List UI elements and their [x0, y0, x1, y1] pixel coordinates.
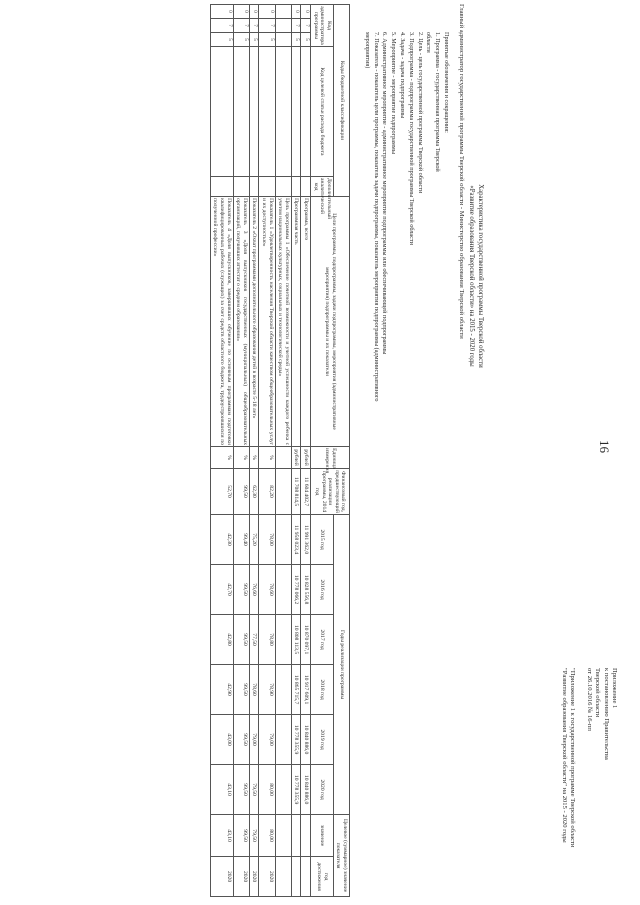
value-cell: 99,50	[233, 665, 249, 715]
target-year-cell: 2020	[249, 857, 259, 897]
code-cell	[249, 47, 259, 177]
appendix-line: от 26.10.2016 № 16-пп	[585, 668, 593, 731]
code-cell	[259, 47, 275, 177]
target-year-cell: 2020	[233, 857, 249, 897]
target-cell: 79,50	[249, 815, 259, 857]
legend-item: 5. Мероприятие - мероприятие подпрограммы	[390, 32, 398, 154]
code-cell	[275, 177, 291, 197]
value-cell: 79,00	[249, 715, 259, 765]
value-cell: 78,80	[259, 615, 275, 665]
legend-item: мероприятия)	[363, 32, 371, 69]
goals-column-header: Цели программы, подпрограммы, задачи подпрограммы, мероприятия (административные мероприятия) подпрограммы и их показатели	[311, 197, 350, 447]
code-cell	[291, 47, 301, 177]
code-cell	[301, 177, 311, 197]
legend-item: области	[425, 32, 433, 53]
unit-cell: %	[259, 447, 275, 469]
year-header: 2016 год	[311, 565, 334, 615]
code-cell: 0	[291, 5, 301, 19]
target-cell: 80,00	[259, 815, 275, 857]
code-cell	[301, 47, 311, 177]
code-cell	[210, 177, 233, 197]
code-cell	[275, 19, 291, 33]
value-cell: 79,50	[249, 765, 259, 815]
target-cell	[301, 815, 311, 857]
legend-item: 3. Подпрограмма - подпрограмма государственной программы Тверской области	[407, 32, 415, 245]
value-cell	[275, 715, 291, 765]
code-cell: 7	[259, 19, 275, 33]
baseline-cell: 99,50	[233, 469, 249, 515]
row-text: Программная часть	[291, 197, 301, 447]
year-header: 2019 год	[311, 715, 334, 765]
row-text: Цель программы 1 «Обеспечение почетной возможности и учетной успешности каждого ребенка с учетом национальных культурных, социальных и технологической среды»	[275, 197, 291, 447]
value-cell: 10 778 355,9	[291, 765, 301, 815]
code-cell: 0	[249, 5, 259, 19]
target-year-cell: 2020	[210, 857, 233, 897]
code-cell: 7	[291, 19, 301, 33]
value-cell: 75,20	[249, 515, 259, 565]
code-cell: 5	[259, 33, 275, 47]
value-cell: 10 870 097,1	[301, 615, 311, 665]
code-cell: 7	[233, 19, 249, 33]
code-cell	[259, 177, 275, 197]
table-row	[291, 5, 301, 897]
value-cell: 43,10	[210, 765, 233, 815]
value-cell: 10 778 066,2	[291, 565, 301, 615]
code-cell: 5	[210, 33, 233, 47]
appendix-line: Тверской области	[594, 668, 602, 718]
value-cell: 10 828 556,8	[301, 565, 311, 615]
code-cell: 5	[249, 33, 259, 47]
unit-cell: %	[249, 447, 259, 469]
unit-cell: %	[210, 447, 233, 469]
value-cell: 78,60	[249, 665, 259, 715]
legend-item: 6. Административное мероприятие - административное мероприятие подпрограммы или обеспечивающей подпрограммы	[381, 32, 389, 355]
value-cell: 76,60	[249, 565, 259, 615]
row-text: Показатель 2 «Охват программами дополнительного образования детей в возрасте 5-18 лет»	[249, 197, 259, 447]
code-cell	[275, 33, 291, 47]
target-year-sub-header: год достижения	[311, 857, 334, 897]
legend-item: 7. Показатель - показатель цели программы, показатель задачи подпрограммы, показатель мероприятия подпрограммы (административного	[372, 32, 380, 402]
analytic-code-header: Дополнительный аналитический код	[311, 177, 334, 197]
row-text: Показатель 3 «Доля выпускников государственных (муниципальных) общеобразовательных организаций, получивших аттестат о среднем образовании»	[233, 197, 249, 447]
years-group-header: Годы реализации программы	[333, 515, 349, 815]
target-year-cell	[301, 857, 311, 897]
program-table-wrap	[210, 4, 350, 896]
value-cell: 42,30	[210, 515, 233, 565]
code-cell: 5	[301, 33, 311, 47]
value-cell	[275, 565, 291, 615]
appendix-line: Приложение 1	[611, 668, 618, 709]
row-text: Показатель 4 «Доля выпускников, завершивших обучение по основным программам подготовки квалифицированных рабочих (служащих) за счет средств областного бюджета, трудоустроившихся по полученной профессии»	[210, 197, 233, 447]
target-value-sub-header: значение	[311, 815, 334, 857]
code-cell: 0	[233, 5, 249, 19]
target-year-cell: 2020	[259, 857, 275, 897]
appendix-line: "Развитие образования Тверской области" на 2015 - 2020 годы	[560, 668, 568, 843]
value-cell: 10 865 715,7	[291, 665, 301, 715]
baseline-cell: 62,30	[249, 469, 259, 515]
value-cell: 11 991 362,0	[301, 515, 311, 565]
baseline-cell	[275, 469, 291, 515]
unit-cell: %	[233, 447, 249, 469]
legend-item: 1. Программа - государственная программа Тверской	[434, 32, 442, 172]
target-cell: 43,10	[210, 815, 233, 857]
legend-item: 2. Цель - цель государственной программы Тверской области	[416, 32, 424, 194]
admin-code-header: Код администратора программы	[311, 5, 334, 47]
value-cell: 42,90	[210, 665, 233, 715]
unit-cell: рублей	[291, 447, 301, 469]
value-cell	[275, 515, 291, 565]
year-header: 2020 год	[311, 765, 334, 815]
code-cell: 7	[301, 19, 311, 33]
year-header: 2015 год	[311, 515, 334, 565]
value-cell: 10 917 609,1	[301, 665, 311, 715]
unit-cell: рублей	[301, 447, 311, 469]
code-cell	[275, 5, 291, 19]
value-cell: 99,50	[233, 615, 249, 665]
target-cell	[291, 815, 301, 857]
code-cell	[233, 47, 249, 177]
title-line: «Развитие образования Тверской области» на 2015 - 2020 годы	[468, 185, 476, 367]
row-text: Программа, всего	[301, 197, 311, 447]
baseline-header: Финансовый год, предшествующий реализации программы, 2014 год	[311, 469, 350, 515]
table-row	[233, 5, 249, 897]
code-cell	[249, 177, 259, 197]
code-cell	[210, 47, 233, 177]
value-cell: 99,40	[233, 515, 249, 565]
baseline-cell: 52,70	[210, 469, 233, 515]
value-cell	[275, 665, 291, 715]
row-text: Показатель 1 «Удовлетворенность населения Тверской области качеством общеобразовательных услуг и их доступностью»	[259, 197, 275, 447]
unit-header: Единица измерения	[311, 447, 350, 469]
code-cell	[233, 177, 249, 197]
code-cell: 7	[249, 19, 259, 33]
value-cell: 78,00	[259, 515, 275, 565]
codes-group-header: Коды бюджетной классификации	[333, 5, 349, 197]
value-cell: 42,80	[210, 615, 233, 665]
value-cell: 80,00	[259, 765, 275, 815]
target-value-header: Целевое (суммарное) значение показателя	[333, 815, 349, 897]
value-cell	[275, 615, 291, 665]
value-cell: 10 840 886,0	[301, 715, 311, 765]
appendix-note	[560, 668, 618, 847]
target-cell	[275, 815, 291, 857]
value-cell: 78,60	[259, 565, 275, 615]
value-cell: 10 840 886,0	[301, 765, 311, 815]
code-cell: 0	[301, 5, 311, 19]
legend-head: Принятые обозначения и сокращения:	[443, 32, 450, 133]
program-table	[210, 4, 350, 897]
code-cell	[291, 177, 301, 197]
page-number: 16	[597, 440, 612, 453]
value-cell: 99,50	[233, 565, 249, 615]
year-header: 2017 год	[311, 615, 334, 665]
code-cell: 7	[210, 19, 233, 33]
value-cell	[275, 765, 291, 815]
abbreviations-legend	[362, 32, 450, 402]
baseline-cell: 11 708 814,5	[291, 469, 301, 515]
value-cell: 42,70	[210, 565, 233, 615]
title-line: Характеристика государственной программы Тверской области	[477, 184, 484, 368]
value-cell: 10 808 113,5	[291, 615, 301, 665]
target-year-cell	[275, 857, 291, 897]
year-header: 2018 год	[311, 665, 334, 715]
value-cell: 10 778 355,9	[291, 715, 301, 765]
value-cell: 11 958 023,4	[291, 515, 301, 565]
value-cell: 79,00	[259, 715, 275, 765]
appendix-line: к постановлению Правительства	[602, 668, 610, 760]
unit-cell	[275, 447, 291, 469]
legend-item: 4. Задача - задача подпрограммы	[399, 32, 407, 119]
table-row	[249, 5, 259, 897]
value-cell: 99,50	[233, 765, 249, 815]
baseline-cell: 11 604 402,7	[301, 469, 311, 515]
table-row	[301, 5, 311, 897]
appendix-line: "Приложение 1 к государственной программе Тверской области	[569, 668, 577, 848]
admin-line: Главный администратор государственной программы Тверской области - Министерство образования Тверской области	[458, 4, 465, 339]
target-article-header: Код целевой статьи расхода бюджета	[311, 47, 334, 177]
table-row	[259, 5, 275, 897]
header-row	[333, 5, 349, 897]
value-cell: 99,50	[233, 715, 249, 765]
target-year-cell	[291, 857, 301, 897]
document-title	[467, 86, 484, 466]
baseline-cell: 82,20	[259, 469, 275, 515]
value-cell: 78,90	[259, 665, 275, 715]
code-cell: 5	[291, 33, 301, 47]
code-cell: 5	[233, 33, 249, 47]
value-cell: 77,50	[249, 615, 259, 665]
value-cell: 43,00	[210, 715, 233, 765]
code-cell: 0	[210, 5, 233, 19]
target-cell: 99,50	[233, 815, 249, 857]
table-row	[275, 5, 291, 897]
code-cell	[275, 47, 291, 177]
code-cell: 0	[259, 5, 275, 19]
table-row	[210, 5, 233, 897]
